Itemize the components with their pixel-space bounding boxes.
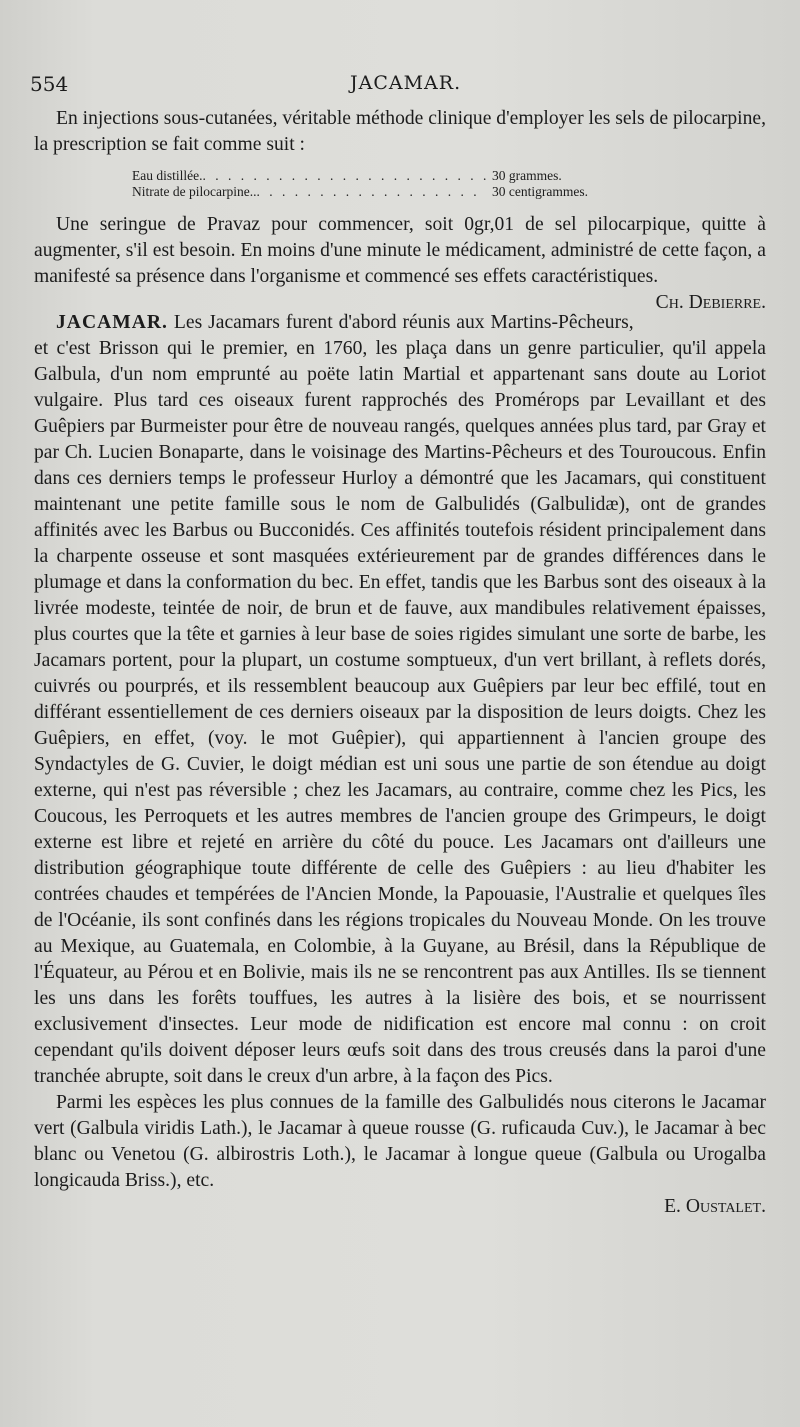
entry-signature-line <box>34 1194 766 1220</box>
page-number: 554 <box>30 72 69 96</box>
syringe-text: Une seringue de Pravaz pour commencer, soit 0gr,01 de sel pilocarpique, quitte à augmenter, s'il est besoin. En moins d'une minute le médicament, administré de cette façon, a manifesté sa présence dans l'organisme et commencé ses effets caractéristiques. <box>34 214 766 287</box>
ingredient-name: Eau distillée. <box>132 168 203 183</box>
entry-paragraph <box>34 310 766 1090</box>
page-header <box>30 72 760 100</box>
species-paragraph: Parmi les espèces les plus connues de la famille des Galbulidés nous citerons le Jacamar vert (Galbula viridis Lath.), le Jacamar à queue rousse (G. ruficauda Cuv.), le Jacamar à bec blanc ou Venetou (G. albirostris Loth.), le Jacamar à longue queue (Galbula ou Urogalba longicauda Briss.), etc. <box>34 1092 766 1191</box>
syringe-paragraph <box>34 212 766 313</box>
leader-dots <box>202 168 486 184</box>
ingredient-name: Nitrate de pilocarpine.. <box>132 184 257 199</box>
body-text <box>34 106 766 1220</box>
intro-paragraph: En injections sous-cutanées, véritable méthode clinique d'employer les sels de pilocarpine, la prescription se fait comme suit : <box>34 108 766 155</box>
prescription <box>132 168 652 200</box>
ingredient-quantity: 30 grammes. <box>492 168 562 183</box>
entry-text: Les Jacamars furent d'abord réunis aux Martins-Pêcheurs, et c'est Brisson qui le premier, en 1760, les plaça dans un genre particulier, qu'il appela Galbula, d'un nom emprunté au poëte latin Martial et appartenant sans doute au Loriot vulgaire. Plus tard ces oiseaux furent rapprochés des Promérops par Levaillant et des Guêpiers par Burmeister pour être de nouveau rangés, quelques années plus tard, par Gray et par Ch. Lucien Bonaparte, dans le voisinage des Martins-Pêcheurs et des Touroucous. Enfin dans ces derniers temps le professeur Hurloy a démontré que les Jacamars, qui constituent maintenant une petite famille sous le nom de Galbulidés (Galbulidæ), ont de grandes affinités avec les Barbus ou Bucconidés. Ces affinités toutefois résident principalement dans la charpente osseuse et sont masquées extérieurement par de grandes différences dans le plumage et dans la conformation du bec. En effet, tandis que les Barbus sont des oiseaux à la livrée modeste, teintée de noir, de brun et de fauve, aux mandibules relativement épaisses, plus courtes que la tête et garnies à leur base de soies rigides simulant une sorte de barbe, les Jacamars portent, pour la plupart, un costume somptueux, d'un vert brillant, à reflets dorés, cuivrés ou pourprés, et ils ressemblent beaucoup aux Guêpiers par leur bec effilé, tout en différant essentiellement de ces derniers oiseaux par la disposition de leurs doigts. Chez les Guêpiers, en effet, (voy. le mot Guêpier), qui appartiennent à l'ancien groupe des Syndactyles de G. Cuvier, le doigt médian est uni sous une partie de son étendue au doigt externe, qui n'est pas réversible ; chez les Jacamars, au contraire, comme chez les Pics, les Coucous, les Perroquets et les autres membres de l'ancien groupe des Grimpeurs, le doigt externe est libre et rejeté en arrière du côté du pouce. Les Jacamars ont d'ailleurs une distribution géographique toute différente de celle des Guêpiers : au lieu d'habiter les contrées chaudes et tempérées de l'Ancien Monde, la Papouasie, l'Australie et quelques îles de l'Océanie, ils sont confinés dans les régions tropicales du Nouveau Monde. On les trouve au Mexique, au Guatemala, en Colombie, à la Guyane, au Brésil, dans la République de l'Équateur, au Pérou et en Bolivie, mais ils ne se rencontrent pas aux Antilles. Ils se tiennent les uns dans les forêts touffues, les autres à la lisière des bois, et se nourrissent exclusivement d'insectes. Leur mode de nidification est encore mal connu : on croit cependant qu'ils doivent déposer leurs œufs soit dans des trous creusés dans la paroi d'une tranchée abrupte, soit dans le creux d'un arbre, à la façon des Pics. <box>34 312 766 1087</box>
prescription-line <box>132 168 652 184</box>
running-head: JACAMAR. <box>350 72 462 94</box>
author-signature: Ch. Debierre. <box>655 292 766 313</box>
author-signature: E. Oustalet. <box>664 1196 766 1217</box>
prescription-line <box>132 184 652 200</box>
entry-headword: JACAMAR. <box>56 312 168 333</box>
leader-dots <box>256 184 486 200</box>
ingredient-quantity: 30 centigrammes. <box>492 184 588 199</box>
